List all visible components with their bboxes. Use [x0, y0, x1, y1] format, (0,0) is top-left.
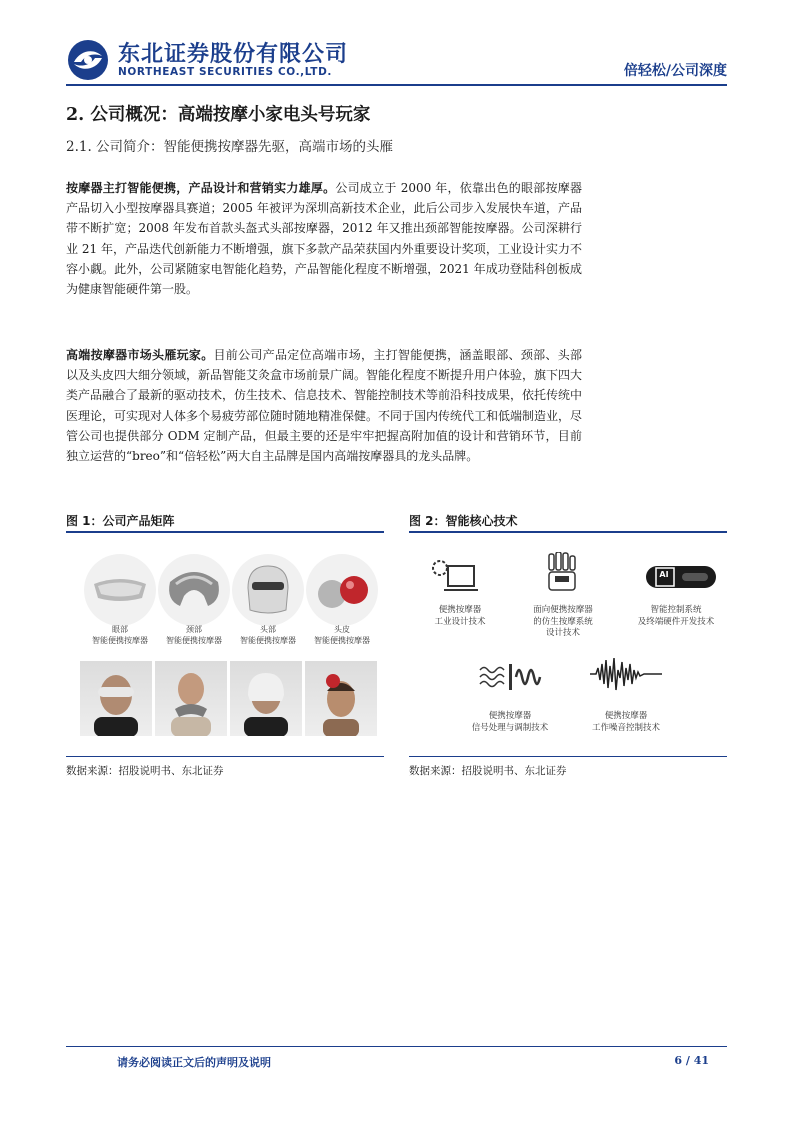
usage-photo-head	[230, 661, 302, 736]
product-scalp-line2: 智能便携按摩器	[314, 636, 370, 645]
usage-photo-eye	[80, 661, 152, 736]
product-label-scalp	[297, 624, 387, 646]
tech-label-noise	[566, 711, 686, 734]
eye-massager-icon	[82, 552, 158, 628]
bionic-hand-icon	[545, 552, 581, 596]
paragraph-2-lead: 高端按摩器市场头雁玩家。	[66, 348, 214, 362]
page-number: 6 / 41	[674, 1054, 709, 1067]
paragraph-2	[66, 345, 582, 466]
product-neck-line2: 智能便携按摩器	[166, 636, 222, 645]
figure-2-source: 数据来源：招股说明书、东北证券	[409, 765, 567, 777]
footer-divider	[66, 1046, 727, 1047]
tech-1-line1: 便携按摩器	[438, 605, 482, 615]
section-title: 2. 公司概况：高端按摩小家电头号玩家	[66, 105, 371, 125]
figure-2-top-rule	[409, 531, 727, 533]
product-head-line2: 智能便携按摩器	[240, 636, 296, 645]
tech-label-smart-control	[616, 605, 736, 628]
tech-label-industrial-design	[400, 605, 520, 628]
tech-3-line2: 及终端硬件开发技术	[637, 616, 715, 627]
usage-photo-scalp	[305, 661, 377, 736]
report-type: 倍轻松/公司深度	[623, 63, 727, 79]
tech-4-line2: 信号处理与调制技术	[471, 722, 549, 733]
signal-wave-icon	[478, 660, 542, 694]
brand-name-en: NORTHEAST SECURITIES CO.,LTD.	[118, 66, 332, 78]
product-eye-line1: 眼部	[112, 625, 128, 634]
paragraph-2-body: 目前公司产品定位高端市场，主打智能便携，涵盖眼部、颈部、头部以及头皮四大细分领域，新品智能艾灸盒市场前景广阔。智能化程度不断提升用户体验，旗下四大类产品融合了最新的驱动技术，仿生技术、信息技术、智能控制技术等前沿科技成果，依托传统中医理论，可实现对人体多个易疲劳部位随时随地精准保健。不同于国内传统代工和低端制造业，尽管公司也提供部分 ODM 定制产品，但最主要的还是牢牢把握高附加值的设计和营销环节，目前独立运营的“breo”和“倍轻松”两大自主品牌是国内高端按摩器具的龙头品牌。	[66, 348, 583, 464]
brand-name-cn: 东北证券股份有限公司	[118, 42, 349, 67]
tech-5-line1: 便携按摩器	[604, 711, 648, 721]
scalp-massager-icon	[304, 552, 380, 628]
product-neck-line1: 颈部	[186, 625, 202, 634]
tech-2-line2: 的仿生按摩系统	[533, 616, 593, 627]
tech-label-bionic	[503, 605, 623, 640]
figure-2-bottom-rule	[409, 756, 727, 757]
tech-3-line1: 智能控制系统	[650, 605, 702, 615]
paragraph-1-lead: 按摩器主打智能便携，产品设计和营销实力雄厚。	[66, 181, 336, 195]
tech-2-line1: 面向便携按摩器	[533, 605, 593, 615]
product-eye-line2: 智能便携按摩器	[92, 636, 148, 645]
tech-label-signal	[450, 711, 570, 734]
figure-2-title: 图 2：智能核心技术	[409, 514, 518, 528]
person-head-massager-icon	[230, 661, 302, 736]
company-logo-icon	[66, 38, 110, 82]
product-head-line1: 头部	[260, 625, 276, 634]
product-scalp-line1: 头皮	[334, 625, 350, 634]
tech-1-line2: 工业设计技术	[434, 616, 486, 627]
tech-2-line3: 设计技术	[545, 628, 580, 638]
paragraph-1-body: 公司成立于 2000 年，依靠出色的眼部按摩器产品切入小型按摩器具赛道；2005 年被评为深圳高新技术企业，此后公司步入发展快车道，产品带不断扩宽；2008 年发布首款头盔式头部按摩器，2012 年又推出颈部智能按摩器。公司深耕行业 21 年，产品迭代创新能力不断增强，旗下多款产品荣获国内外重要设计奖项，工业设计实力不容小觑。此外，公司紧随家电智能化趋势，产品智能化程度不断增强，2021 年成功登陆科创板成为健康智能硬件第一股。	[66, 181, 582, 297]
tech-4-line1: 便携按摩器	[488, 711, 532, 721]
head-massager-icon	[230, 552, 306, 628]
paragraph-1	[66, 178, 582, 299]
figure-1-source: 数据来源：招股说明书、东北证券	[66, 765, 224, 777]
person-neck-massager-icon	[155, 661, 227, 736]
ai-chip-label: AI	[659, 570, 669, 579]
noise-waveform-icon	[590, 654, 662, 694]
figure-1-top-rule	[66, 531, 384, 533]
neck-massager-icon	[156, 552, 232, 628]
footer-disclaimer: 请务必阅读正文后的声明及说明	[117, 1056, 271, 1069]
usage-photo-neck	[155, 661, 227, 736]
header-divider	[66, 84, 727, 86]
section-subtitle: 2.1. 公司简介：智能便携按摩器先驱，高端市场的头雁	[66, 139, 394, 155]
figure-1-bottom-rule	[66, 756, 384, 757]
tech-5-line2: 工作噪音控制技术	[591, 722, 660, 733]
person-scalp-massager-icon	[305, 661, 377, 736]
industrial-design-icon	[430, 556, 480, 596]
figure-1-title: 图 1：公司产品矩阵	[66, 514, 175, 528]
person-eye-massager-icon	[80, 661, 152, 736]
